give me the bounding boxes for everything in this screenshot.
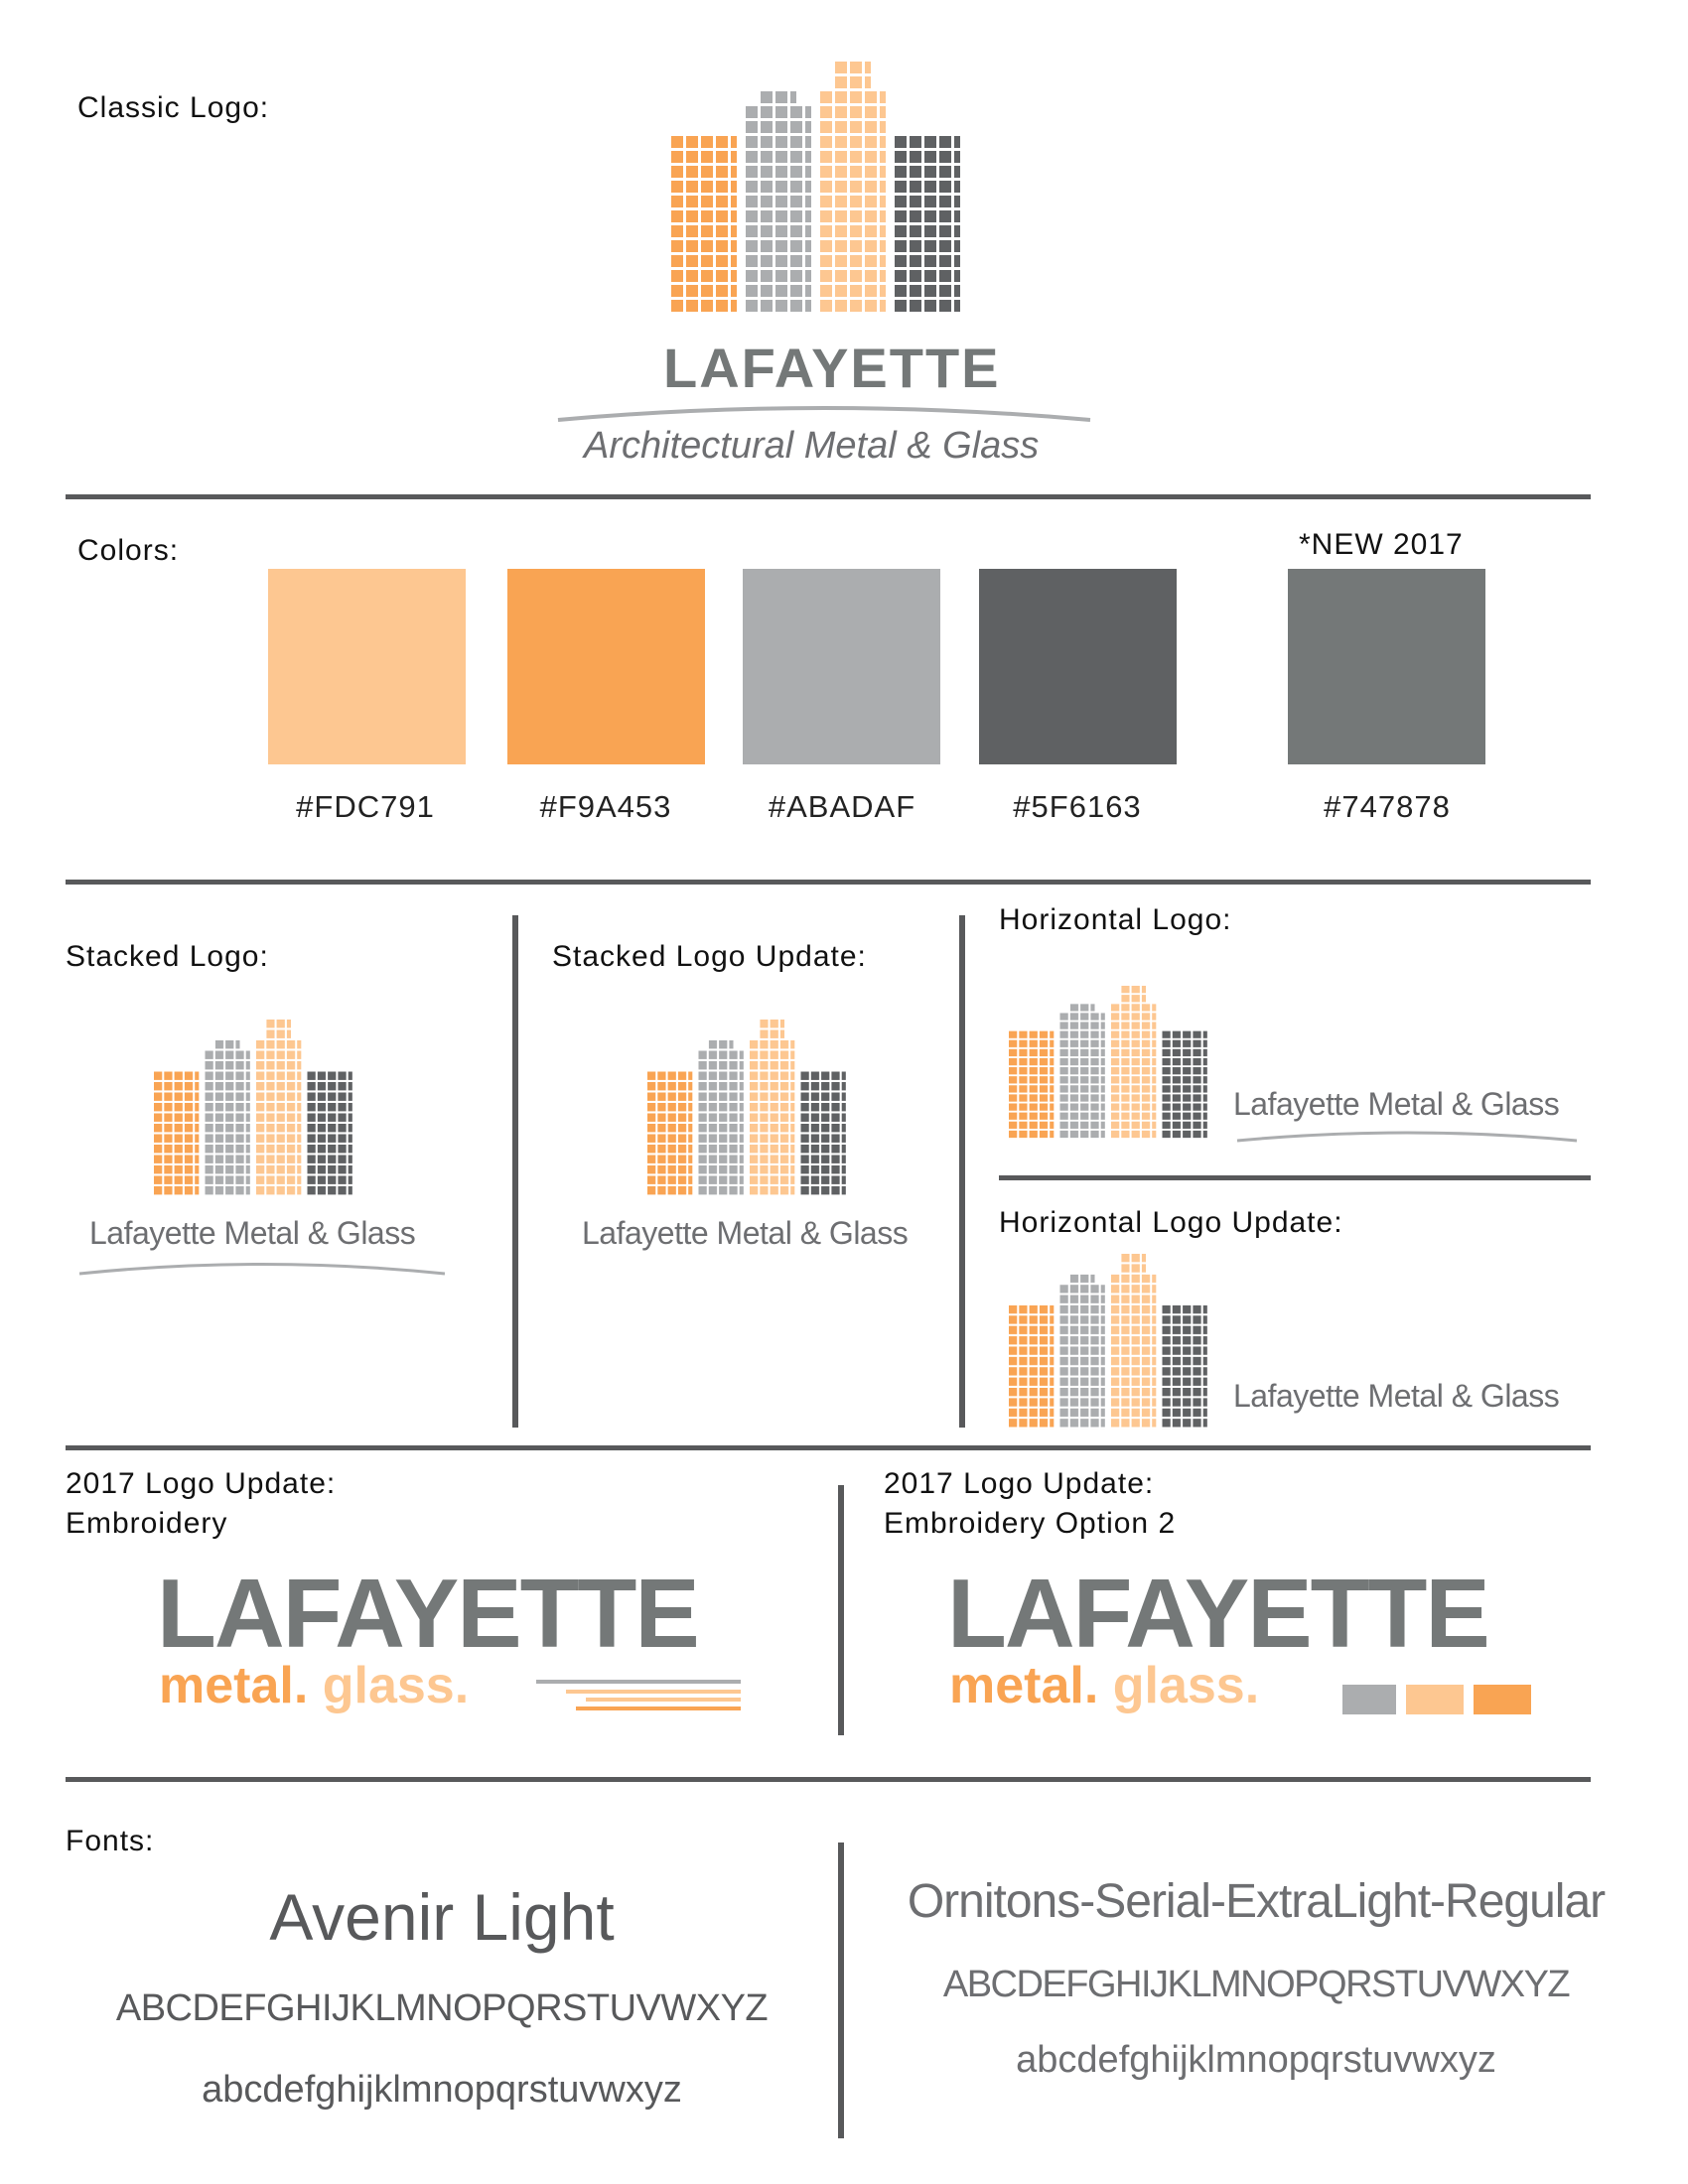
embroidery-stripes xyxy=(536,1678,741,1713)
horizontal-tagline: Lafayette Metal & Glass xyxy=(1233,1086,1560,1122)
embroidery2-glass-word: glass xyxy=(1112,1657,1245,1714)
font1-uppercase-sample: ABCDEFGHIJKLMNOPQRSTUVWXYZ xyxy=(115,1987,769,2029)
swatch-hex-label: #ABADAF xyxy=(768,789,916,824)
classic-logo-label: Classic Logo: xyxy=(77,91,270,124)
font2-uppercase-sample: ABCDEFGHIJKLMNOPQRSTUVWXYZ xyxy=(942,1964,1570,2005)
horizontal-update-building-icon xyxy=(1009,1254,1213,1433)
embroidery2-label-line2: Embroidery Option 2 xyxy=(884,1507,1177,1540)
embroidery2-subline xyxy=(949,1657,1260,1714)
horizontal-logo-label: Horizontal Logo: xyxy=(999,903,1232,936)
vertical-divider xyxy=(838,1485,844,1735)
embroidery-metal-word: metal xyxy=(159,1657,294,1714)
stacked-swoosh xyxy=(77,1259,447,1277)
embroidery-label-line1: 2017 Logo Update: xyxy=(66,1467,337,1500)
fonts-label: Fonts: xyxy=(66,1825,155,1857)
embroidery2-gray-block xyxy=(1342,1685,1396,1714)
swatch-747878 xyxy=(1288,569,1485,764)
font1-lowercase-sample: abcdefghijklmnopqrstuvwxyz xyxy=(202,2069,682,2111)
horizontal-logo-building-icon xyxy=(1009,986,1213,1143)
stacked-logo-label: Stacked Logo: xyxy=(66,940,269,973)
embroidery-glass-word: glass xyxy=(322,1657,455,1714)
stacked-update-label: Stacked Logo Update: xyxy=(552,940,867,973)
embroidery2-light-orange-block xyxy=(1406,1685,1464,1714)
swatch-fdc791 xyxy=(268,569,466,764)
horizontal-swoosh xyxy=(1235,1128,1579,1144)
embroidery2-orange-block xyxy=(1474,1685,1531,1714)
embroidery-dot: . xyxy=(293,1657,309,1714)
stacked-update-tagline: Lafayette Metal & Glass xyxy=(582,1215,909,1251)
classic-wordmark: LAFAYETTE xyxy=(663,337,1001,399)
divider xyxy=(999,1175,1591,1180)
embroidery-wordmark: LAFAYETTE xyxy=(157,1559,698,1668)
swatch-hex-label: #5F6163 xyxy=(1013,789,1142,824)
stacked-update-building-icon xyxy=(647,1020,852,1200)
font1-name: Avenir Light xyxy=(269,1880,615,1954)
font2-lowercase-sample: abcdefghijklmnopqrstuvwxyz xyxy=(1016,2039,1496,2081)
embroidery-subline xyxy=(159,1657,470,1714)
swatch-hex-label: #747878 xyxy=(1324,789,1451,824)
classic-logo-building-icon xyxy=(671,62,969,320)
divider xyxy=(66,1445,1591,1450)
new-2017-badge: *NEW 2017 xyxy=(1299,528,1464,561)
stacked-logo-building-icon xyxy=(154,1020,358,1200)
swatch-5f6163 xyxy=(979,569,1177,764)
divider xyxy=(66,880,1591,885)
embroidery2-wordmark: LAFAYETTE xyxy=(947,1559,1488,1668)
horizontal-update-label: Horizontal Logo Update: xyxy=(999,1206,1343,1239)
vertical-divider xyxy=(959,915,965,1428)
vertical-divider xyxy=(512,915,518,1428)
colors-label: Colors: xyxy=(77,534,180,567)
divider xyxy=(66,1777,1591,1782)
font2-name: Ornitons-Serial-ExtraLight-Regular xyxy=(907,1875,1606,1928)
swatch-abadaf xyxy=(743,569,940,764)
classic-swoosh xyxy=(556,402,1092,424)
embroidery2-label-line1: 2017 Logo Update: xyxy=(884,1467,1155,1500)
stacked-tagline: Lafayette Metal & Glass xyxy=(89,1215,416,1251)
horizontal-update-tagline: Lafayette Metal & Glass xyxy=(1233,1378,1560,1414)
embroidery2-dot: . xyxy=(1244,1657,1260,1714)
embroidery2-metal-word: metal xyxy=(949,1657,1084,1714)
embroidery2-dot: . xyxy=(1083,1657,1099,1714)
divider xyxy=(66,494,1591,499)
embroidery-dot: . xyxy=(454,1657,470,1714)
classic-tagline: Architectural Metal & Glass xyxy=(584,425,1040,467)
swatch-hex-label: #FDC791 xyxy=(296,789,435,824)
swatch-f9a453 xyxy=(507,569,705,764)
swatch-hex-label: #F9A453 xyxy=(539,789,672,824)
vertical-divider xyxy=(838,1843,844,2138)
embroidery-label-line2: Embroidery xyxy=(66,1507,228,1540)
